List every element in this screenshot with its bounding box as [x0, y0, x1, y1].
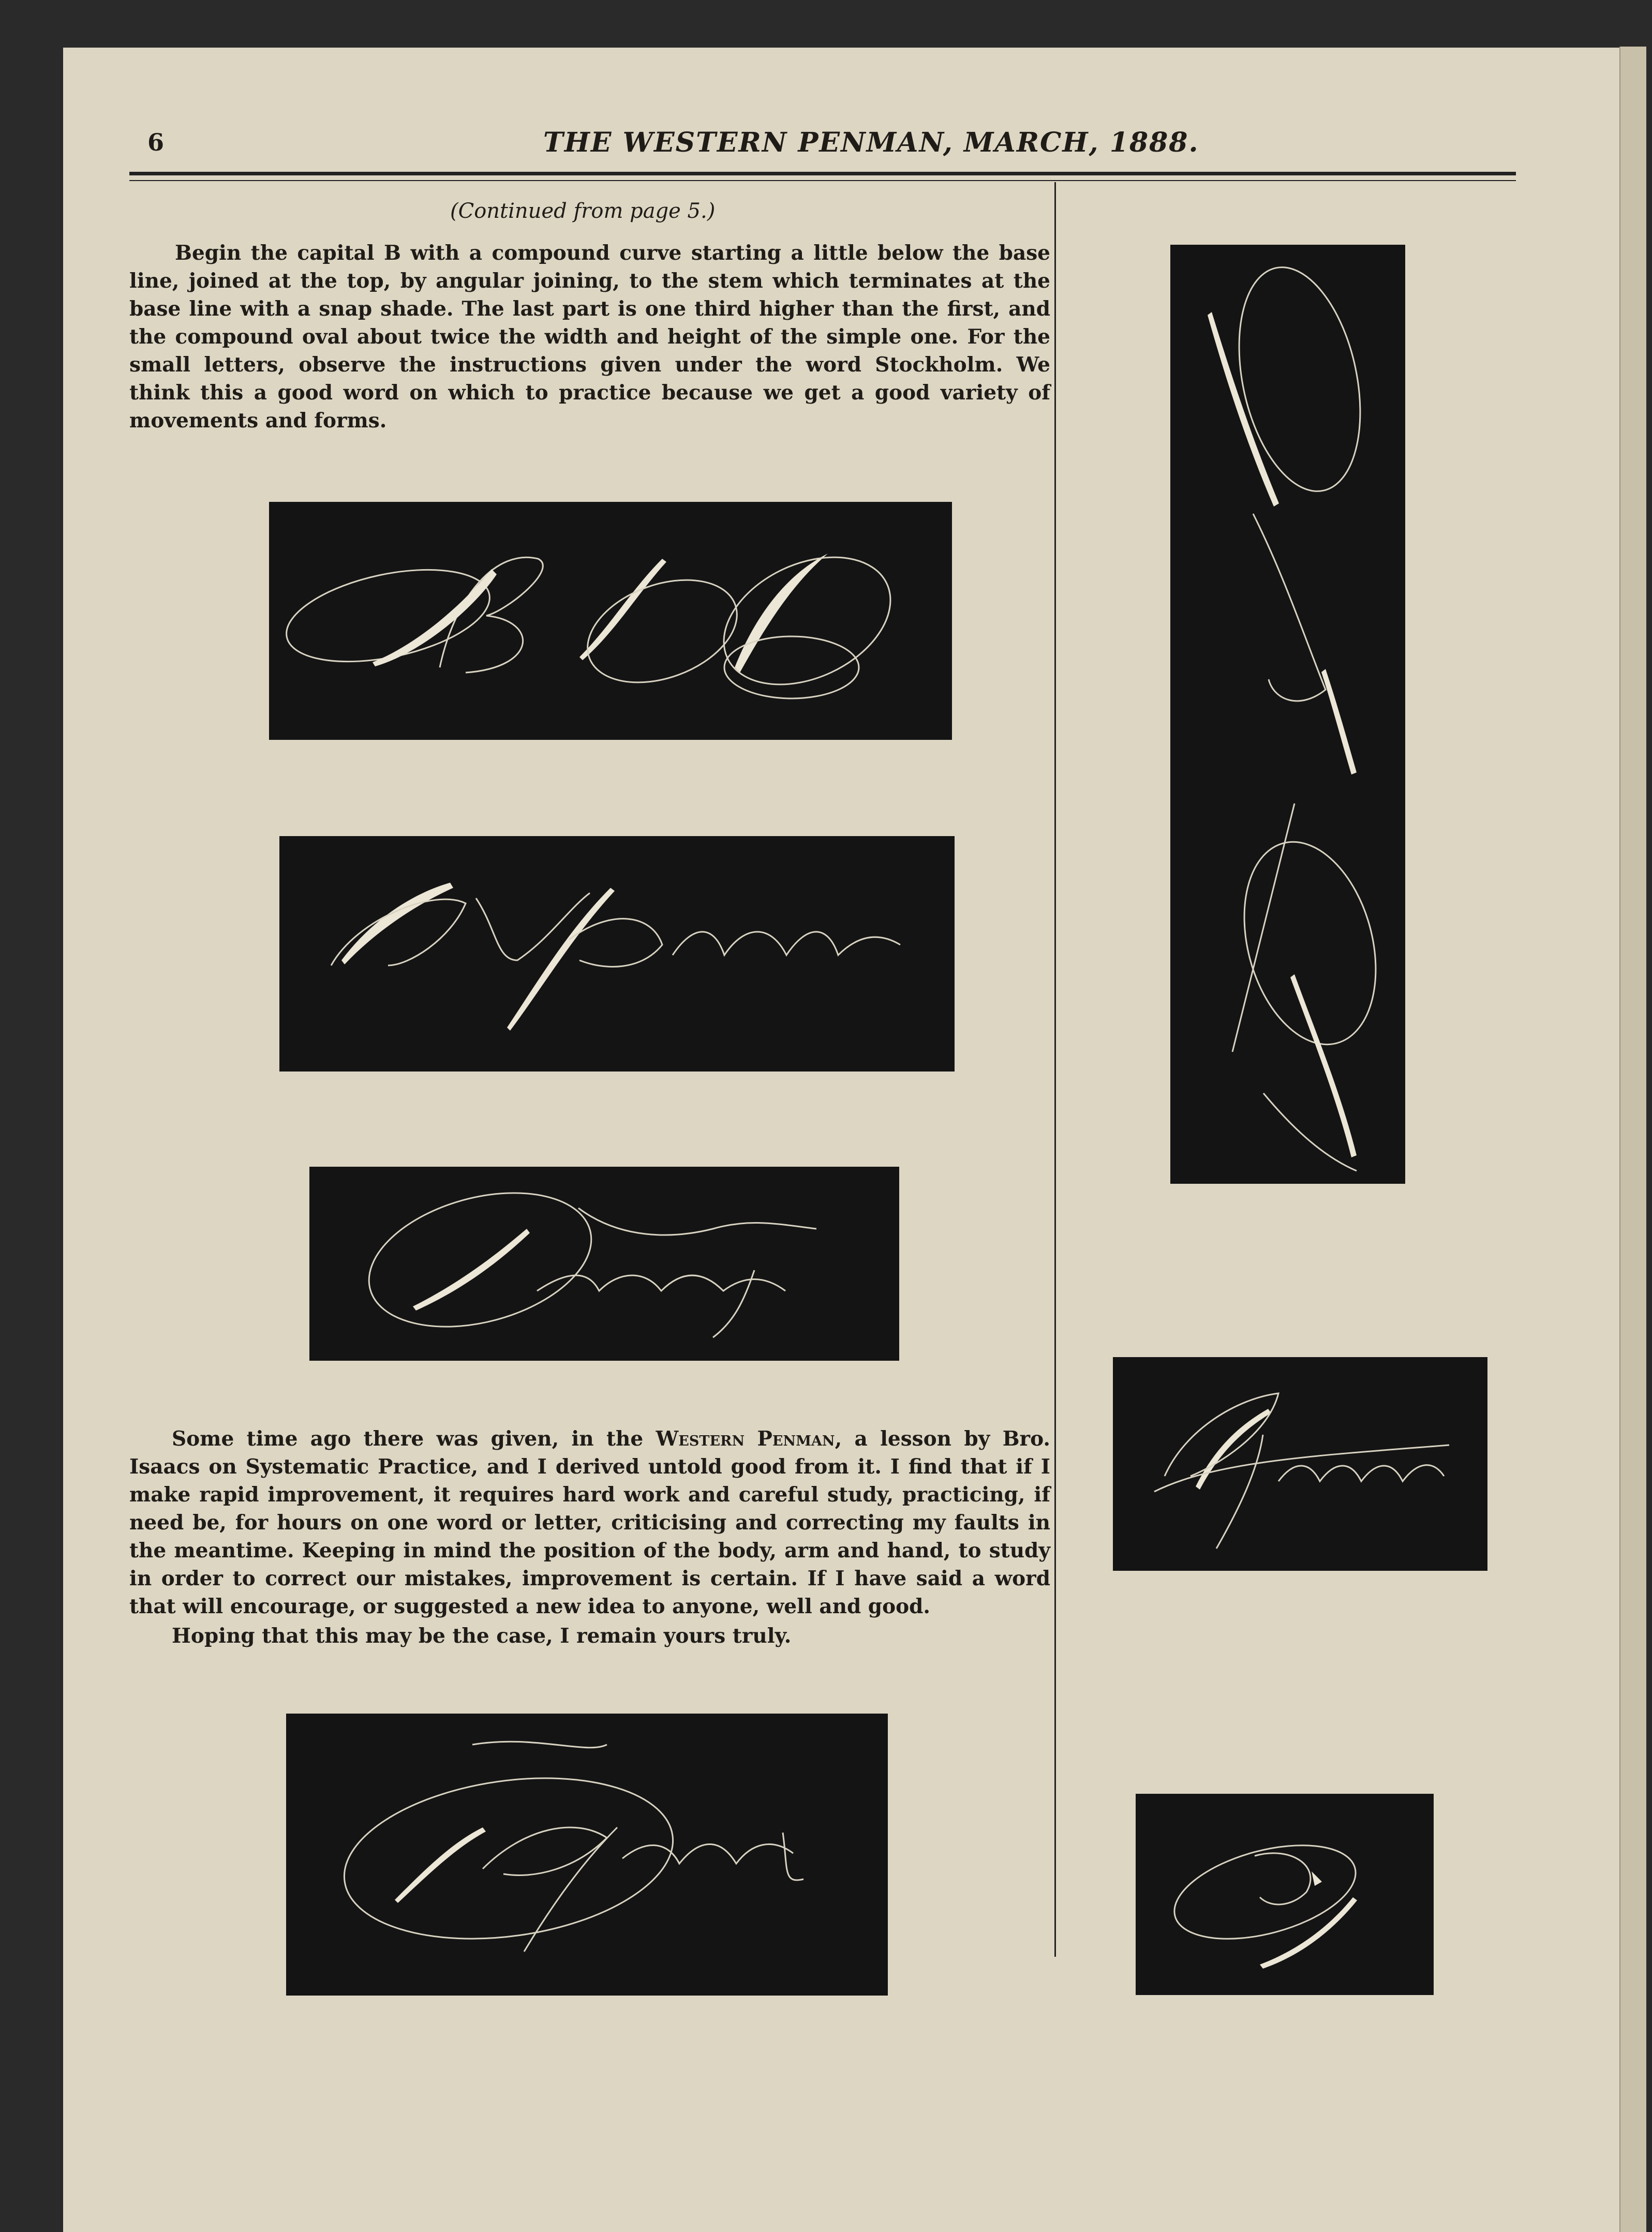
penmanship-plate-small [1136, 1794, 1434, 1995]
header-rule [129, 172, 1516, 175]
column-divider [1054, 182, 1056, 1957]
penmanship-plate-kadarasz [309, 1167, 899, 1361]
flourish-fielding-image [286, 1714, 888, 1996]
flourish-bcl-image [269, 502, 952, 740]
flourish-vertical-image [1170, 245, 1405, 1184]
penmanship-plate-fielding [286, 1714, 888, 1996]
page-edge [1619, 47, 1646, 2232]
publication-name: Western Penman, [656, 1427, 842, 1451]
flourish-kadarasz-image [309, 1167, 899, 1361]
penmanship-plate-bcl [269, 502, 952, 740]
penmanship-plate-chicago [1113, 1357, 1487, 1571]
paragraph2-text-a: Some time ago there was given, in the [172, 1427, 656, 1451]
continued-note: (Continued from page 5.) [450, 199, 716, 223]
penmanship-plate-vertical [1170, 245, 1405, 1184]
paragraph2-text-b: a lesson by Bro. Isaacs on Systematic Practice, and I derived untold good from it. I find that if I make rapid improvement, it requires hard work and careful study, practicing, if need be, for hours on one word or letter, criticising and correcting my faults in the meantime. Keeping in mind the position of the body, arm and hand, to study in order to correct our mistakes, improvement is certain. If I have said a word that will encourage, or suggested a new idea to anyone, well and good. [129, 1427, 1050, 1618]
header-rule-thin [129, 180, 1516, 181]
penmanship-plate-palmer [279, 836, 955, 1072]
flourish-small-image [1136, 1794, 1434, 1995]
flourish-chicago-image [1113, 1357, 1487, 1571]
closing-line: Hoping that this may be the case, I remain yours truly. [172, 1624, 792, 1648]
paragraph-systematic-practice [129, 1425, 1050, 1620]
page-number: 6 [147, 128, 165, 156]
running-title: THE WESTERN PENMAN, MARCH, 1888. [543, 127, 1199, 158]
flourish-palmer-image [279, 836, 955, 1072]
paragraph-capital-b: Begin the capital B with a compound curve starting a little below the base line, joined at the top, by angular joining, to the stem which terminates at the base line with a snap shade. The last part is one third higher than the first, and the compound oval about twice the width and height of the simple one. For the small letters, observe the instructions given under the word Stockholm. We think this a good word on which to practice because we get a good variety of movements and forms. [129, 241, 1050, 433]
